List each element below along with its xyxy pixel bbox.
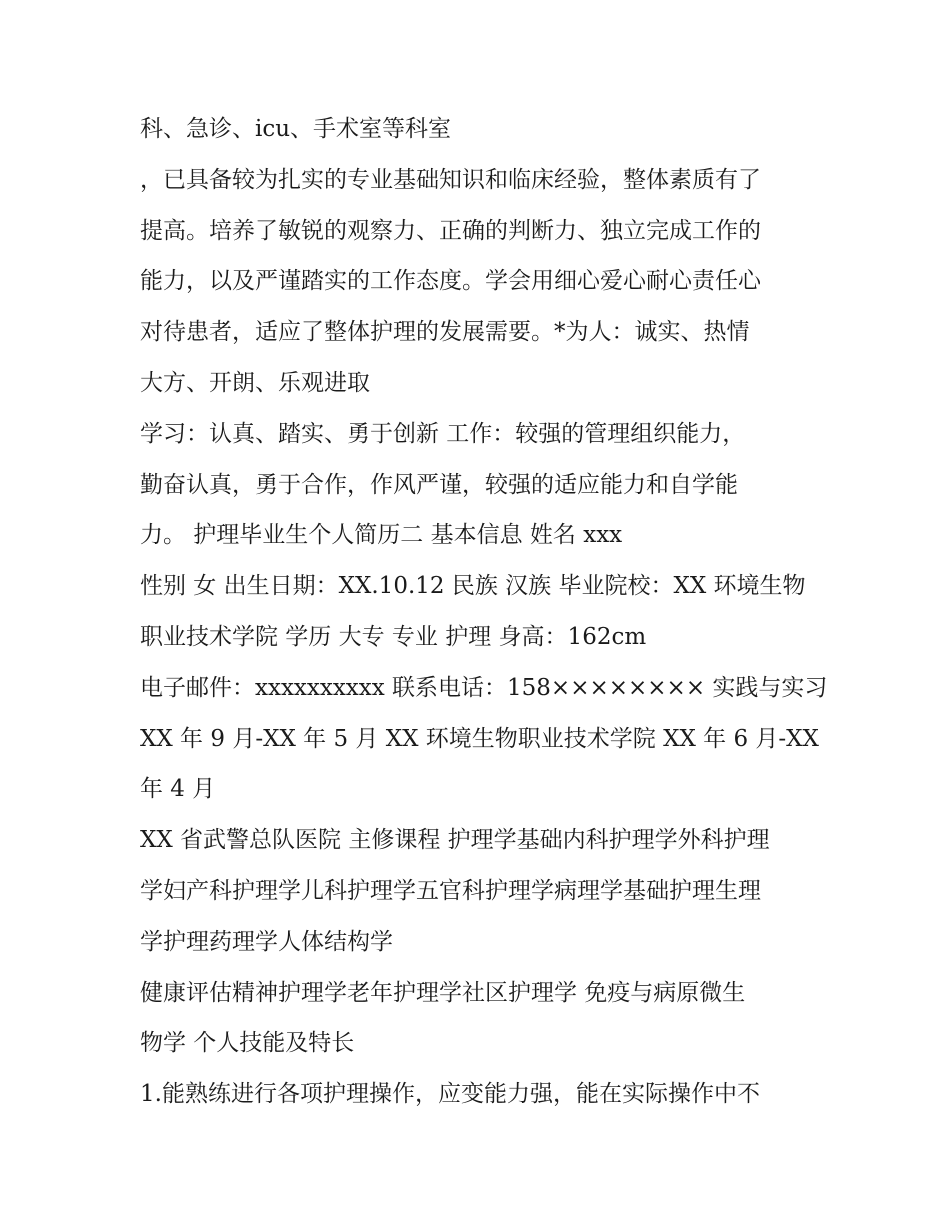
text-line: ，已具备较为扎实的专业基础知识和临床经验，整体素质有了: [140, 166, 761, 193]
text-line: 职业技术学院 学历 大专 专业 护理 身高：162cm: [140, 623, 647, 650]
text-line: XX 年 9 月-XX 年 5 月 XX 环境生物职业技术学院 XX 年 6 月-XX: [140, 725, 819, 752]
text-line: XX 省武警总队医院 主修课程 护理学基础内科护理学外科护理: [140, 827, 770, 854]
text-line: 学习：认真、踏实、勇于创新 工作：较强的管理组织能力，: [140, 420, 746, 447]
text-line: 1.能熟练进行各项护理操作，应变能力强，能在实际操作中不: [140, 1081, 760, 1108]
text-line: 性别 女 出生日期：XX.10.12 民族 汉族 毕业院校：XX 环境生物: [140, 573, 806, 600]
text-line: 力。 护理毕业生个人简历二 基本信息 姓名 xxx: [140, 522, 623, 549]
text-line: 能力，以及严谨踏实的工作态度。学会用细心爱心耐心责任心: [140, 268, 761, 295]
text-line: 科、急诊、icu、手术室等科室: [140, 116, 452, 142]
text-line: 学妇产科护理学儿科护理学五官科护理学病理学基础护理生理: [140, 877, 761, 904]
text-line: 年 4 月: [140, 776, 216, 803]
document-body: [140, 104, 830, 1120]
text-line: 物学 个人技能及特长: [140, 1030, 355, 1057]
text-line: 对待患者，适应了整体护理的发展需要。*为人：诚实、热情: [140, 319, 750, 346]
text-line: 提高。培养了敏锐的观察力、正确的判断力、独立完成工作的: [140, 217, 761, 244]
text-line: 健康评估精神护理学老年护理学社区护理学 免疫与病原微生: [140, 979, 746, 1006]
text-line: 电子邮件：xxxxxxxxxx 联系电话：158×××××××× 实践与实习: [140, 674, 828, 701]
text-line: 学护理药理学人体结构学: [140, 928, 393, 955]
text-line: 大方、开朗、乐观进取: [140, 369, 370, 396]
text-line: 勤奋认真，勇于合作，作风严谨，较强的适应能力和自学能: [140, 471, 738, 498]
